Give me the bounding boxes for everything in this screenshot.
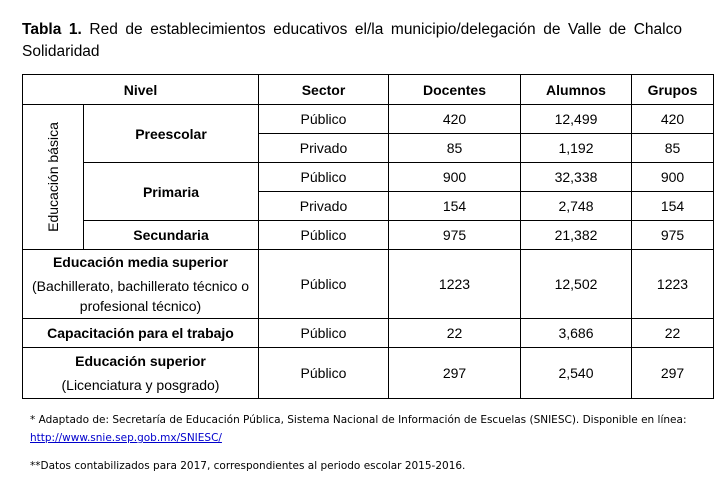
media-superior-sub: (Bachillerato, bachillerato técnico o profesional técnico) [31,278,250,314]
superior-sub: (Licenciatura y posgrado) [61,377,220,393]
cell-sector: Privado [259,134,389,163]
footnote-source [30,411,690,447]
cell-grupos: 297 [632,348,714,399]
cell-alumnos: 32,338 [521,163,632,192]
table-caption [22,19,682,63]
table-row [23,163,714,192]
cell-grupos: 85 [632,134,714,163]
cell-sector: Público [259,348,389,399]
cell-docentes: 85 [389,134,521,163]
cell-alumnos: 12,502 [521,250,632,319]
cell-alumnos: 3,686 [521,319,632,348]
footnote-source-text: * Adaptado de: Secretaría de Educación Pública, Sistema Nacional de Información de Escuelas (SNIESC). Disponible en línea: [30,414,687,426]
media-superior-label: Educación media superior [52,254,229,270]
cell-docentes: 900 [389,163,521,192]
cell-docentes: 420 [389,105,521,134]
cell-docentes: 975 [389,221,521,250]
cell-sector: Público [259,163,389,192]
caption-text: Red de establecimientos educativos el/la municipio/delegación de Valle de Chalco Solidaridad [22,21,682,60]
preescolar-label: Preescolar [84,105,259,163]
table-row [23,319,714,348]
footnote-data-year: **Datos contabilizados para 2017, correspondientes al periodo escolar 2015-2016. [30,460,466,472]
table-header-row [23,75,714,105]
education-table [22,74,714,399]
cell-grupos: 154 [632,192,714,221]
table-row [23,221,714,250]
cell-docentes: 22 [389,319,521,348]
capacitacion-label: Capacitación para el trabajo [23,319,259,348]
cell-grupos: 975 [632,221,714,250]
header-sector: Sector [259,75,389,105]
cell-alumnos: 1,192 [521,134,632,163]
basica-group-cell [23,105,84,250]
cell-grupos: 1223 [632,250,714,319]
primaria-label: Primaria [84,163,259,221]
cell-grupos: 420 [632,105,714,134]
superior-cell [23,348,259,399]
cell-alumnos: 2,748 [521,192,632,221]
header-alumnos: Alumnos [521,75,632,105]
secundaria-label: Secundaria [84,221,259,250]
header-docentes: Docentes [389,75,521,105]
cell-sector: Público [259,221,389,250]
cell-sector: Privado [259,192,389,221]
cell-docentes: 154 [389,192,521,221]
cell-docentes: 1223 [389,250,521,319]
cell-alumnos: 12,499 [521,105,632,134]
cell-sector: Público [259,250,389,319]
cell-grupos: 22 [632,319,714,348]
caption-label: Tabla 1. [22,21,82,38]
header-grupos: Grupos [632,75,714,105]
media-superior-cell [23,250,259,319]
table-row [23,105,714,134]
header-nivel: Nivel [23,75,259,105]
basica-label: Educación básica [45,122,61,232]
cell-sector: Público [259,105,389,134]
cell-grupos: 900 [632,163,714,192]
sniesc-link[interactable]: http://www.snie.sep.gob.mx/SNIESC/ [30,432,222,444]
cell-alumnos: 2,540 [521,348,632,399]
table-row [23,250,714,319]
cell-alumnos: 21,382 [521,221,632,250]
cell-docentes: 297 [389,348,521,399]
table-row [23,348,714,399]
cell-sector: Público [259,319,389,348]
superior-label: Educación superior [75,353,206,369]
